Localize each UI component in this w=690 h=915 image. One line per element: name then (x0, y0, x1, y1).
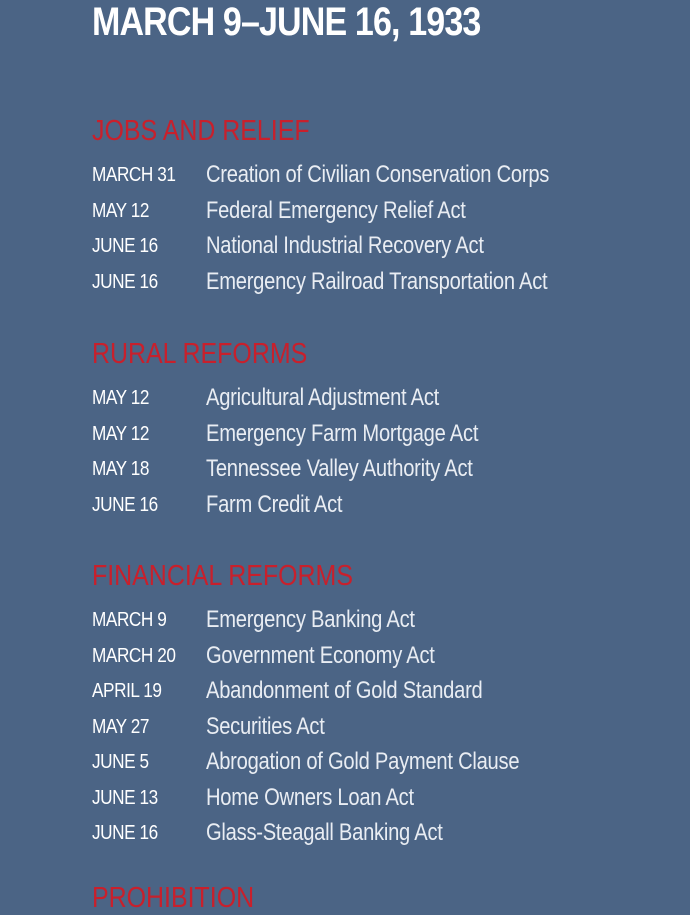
list-item (92, 452, 652, 488)
section-heading-jobs: JOBS AND RELIEF (92, 115, 310, 147)
section-heading-prohibition: PROHIBITION (92, 882, 255, 914)
list-item (92, 745, 652, 781)
section-jobs-and-relief (92, 114, 652, 300)
item-date: MARCH 20 (92, 644, 176, 667)
list-item (92, 639, 652, 675)
item-act: Home Owners Loan Act (206, 783, 414, 811)
item-date: MAY 12 (92, 422, 150, 445)
item-date: JUNE 13 (92, 786, 158, 809)
section-financial-reforms (92, 559, 652, 852)
item-date: JUNE 16 (92, 270, 158, 293)
list-item (92, 381, 652, 417)
item-date: APRIL 19 (92, 680, 162, 702)
financial-list (92, 603, 652, 852)
item-act: Securities Act (206, 712, 325, 740)
item-act: National Industrial Recovery Act (206, 232, 484, 259)
item-act: Tennessee Valley Authority Act (206, 455, 473, 482)
item-act: Abandonment of Gold Standard (206, 677, 483, 704)
jobs-list (92, 158, 652, 300)
item-date: MAY 12 (92, 199, 150, 222)
item-date: MARCH 31 (92, 164, 176, 186)
list-item (92, 229, 652, 265)
list-item (92, 417, 652, 453)
item-act: Emergency Farm Mortgage Act (206, 419, 479, 447)
item-act: Federal Emergency Relief Act (206, 196, 466, 224)
list-item (92, 265, 652, 301)
item-act: Glass-Steagall Banking Act (206, 819, 443, 846)
section-rural-reforms (92, 337, 652, 523)
list-item (92, 194, 652, 230)
item-date: MAY 12 (92, 387, 150, 409)
rural-list (92, 381, 652, 523)
page-title: MARCH 9–JUNE 16, 1933 (92, 0, 481, 44)
list-item (92, 603, 652, 639)
item-date: MARCH 9 (92, 609, 167, 631)
section-heading-financial: FINANCIAL REFORMS (92, 560, 353, 592)
section-prohibition (92, 881, 652, 915)
item-date: JUNE 5 (92, 751, 149, 773)
item-act: Agricultural Adjustment Act (206, 384, 439, 411)
section-heading-rural: RURAL REFORMS (92, 338, 308, 370)
item-date: MAY 27 (92, 715, 150, 738)
item-act: Government Economy Act (206, 641, 435, 669)
item-date: JUNE 16 (92, 493, 158, 516)
item-act: Emergency Banking Act (206, 606, 415, 633)
list-item (92, 674, 652, 710)
list-item (92, 488, 652, 524)
item-date: MAY 18 (92, 458, 150, 480)
item-act: Emergency Railroad Transportation Act (206, 267, 548, 295)
list-item (92, 781, 652, 817)
list-item (92, 158, 652, 194)
list-item (92, 710, 652, 746)
item-act: Creation of Civilian Conservation Corps (206, 161, 550, 188)
item-date: JUNE 16 (92, 235, 158, 257)
item-act: Abrogation of Gold Payment Clause (206, 748, 520, 775)
item-date: JUNE 16 (92, 822, 158, 844)
list-item (92, 816, 652, 852)
item-act: Farm Credit Act (206, 490, 343, 518)
